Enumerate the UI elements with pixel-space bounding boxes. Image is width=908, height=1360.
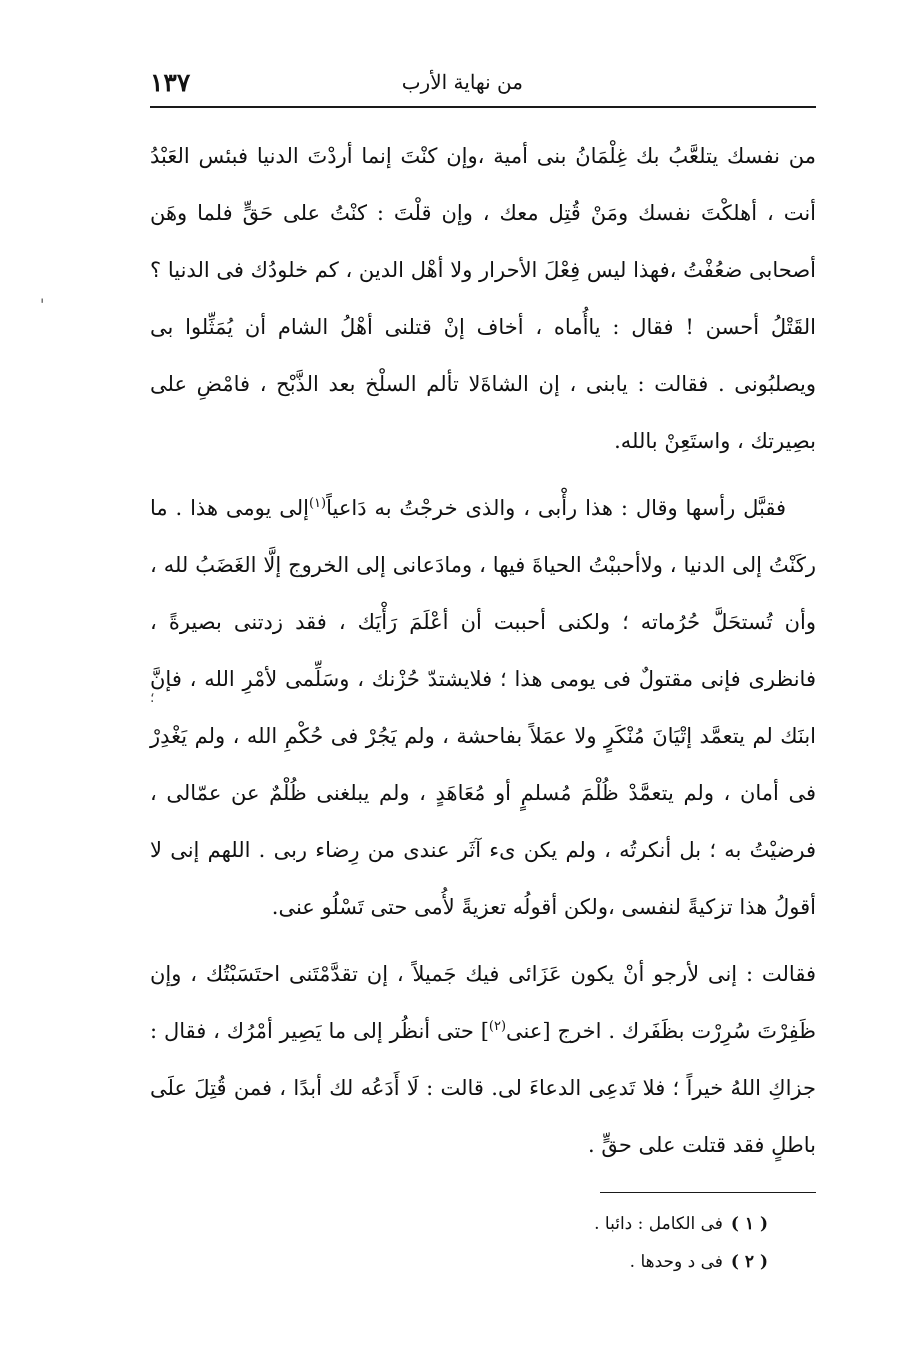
running-head <box>150 62 813 106</box>
running-title: من نهاية الأرب <box>401 70 523 94</box>
margin-mark: ' <box>40 295 45 314</box>
footnote-ref: (٢) <box>488 1019 507 1034</box>
footnote <box>300 1205 768 1243</box>
header-rule <box>150 106 816 108</box>
paragraph-text: فقبَّل رأسها وقال : هذا رأْبى ، والذى خرجْتُ به دَاعياً <box>326 496 786 520</box>
paragraph-text: ] حتى أنظُر إلى ما يَصِير أمْرُك ، فقال : جزاكِ اللهُ خيراً ؛ فلا تَدعِى الدعاءَ لى. قالت : لَا أَدَعُه لك أبدًا ، فمن قُتِلَ علَى باطلٍ فقد قتلت على حقٍّ . <box>150 1019 816 1157</box>
paragraph: من نفسك يتلعَّبُ بك غِلْمَانُ بنى أمية ،وإن كنْتَ إنما أردْتَ الدنيا فبئس العَبْدُ أنت ، أهلكْتَ نفسك ومَنْ قُتِل معك ، وإن قلْتَ : كنْتُ على حَقٍّ فلما وهَن أصحابى ضعُفْتُ ،فهذا ليس فِعْلَ الأحرار ولا أهْل الدين ، كم خلودُك فى الدنيا ؟ القَتْلُ أحسن ! فقال : ياأُماه ، أخاف إنْ قتلنى أهْلُ الشام أن يُمَثِّلوا بى ويصلبُونى . فقالت : يابنى ، إن الشاةَلا تألم السلْخ بعد الذَّبْح ، فامْضِ على بصِيرتك ، واستَعِنْ بالله. <box>150 144 816 453</box>
paragraph-text: إلى يومى هذا . ما ركَنْتُ إلى الدنيا ، ولاأحببْتُ الحياةَ فيها ، ومادَعانى إلى الخروج إلَّا الغَضَبُ لله ، وأن تُستحَلَّ حُرُماته ؛ ولكنى أحببت أن أعْلَمَ رَأْيَك ، فقد زدتنى بصيرةً ، فانظرى فإنى مقتولٌ فى يومى هذا ؛ فلايشتدّ حُزْنك ، وسَلِّمى لأمْرِ الله ، فإنَّ ابنَك لم يتعمَّد إتْيَانَ مُنْكَرٍ ولا عمَلاً بفاحشة ، ولم يَجُرْ فى حُكْمِ الله ، ولم يَغْدِرْ فى أمان ، ولم يتعمَّدْ ظُلْمَ مُسلمٍ أو مُعَاهَدٍ ، ولم يبلغنى ظُلْمٌ عن عمّالى ، فرضيْتُ به ؛ بل أنكرتُه ، ولم يكن ىء آثَر عندى من رِضاء ربى . اللهم إنى لا أقولُ هذا تزكيةً لنفسى ،ولكن أقولُه تعزيةً لأُمى حتى تَسْلُو عنى. <box>150 496 816 919</box>
footnote-text: فى د وحدها . <box>629 1252 723 1272</box>
paragraph-text: فقالت : إنى لأرجو أنْ يكون عَزَائى فيك جَميلاً ، إن تقدَّمْتَنى احتَسَبْتُك ، وإن ظَفِرْتَ سُرِرْت بظَفَرك . اخرج [عنى <box>150 962 816 1043</box>
margin-mark: ؛ <box>150 690 155 706</box>
footnote-text: فى الكامل : دائبا . <box>594 1214 723 1234</box>
paragraph <box>150 946 816 1174</box>
paragraph <box>150 480 816 936</box>
body-text <box>150 128 816 1174</box>
footnote-marker: ( ٢ ) <box>730 1252 768 1272</box>
footnote-marker: ( ١ ) <box>730 1214 768 1234</box>
footnote <box>300 1243 768 1281</box>
footnotes <box>300 1205 768 1281</box>
footnote-rule <box>600 1192 816 1193</box>
page-number: ١٣٧ <box>150 68 191 97</box>
footnote-ref: (١) <box>308 496 327 511</box>
